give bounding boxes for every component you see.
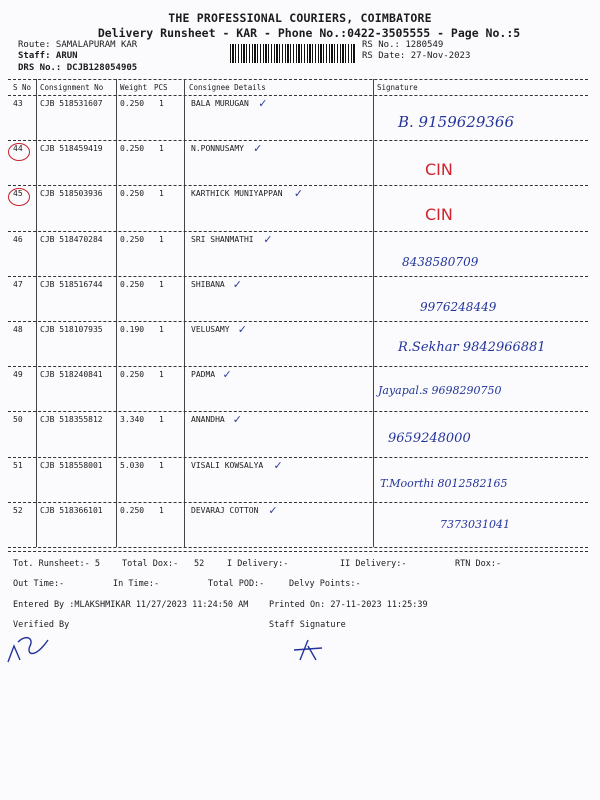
handwritten-signature: B. 9159629366 (398, 113, 514, 131)
row-consignment-no: CJB 518366101 (40, 505, 103, 515)
tick-mark-icon: ✓ (232, 413, 242, 427)
row-consignee-name: PADMA (191, 370, 216, 380)
row-consignee-name: BALA MURUGAN (191, 99, 249, 108)
col-divider (36, 79, 37, 547)
row-consignment-no: CJB 518355812 (40, 415, 103, 425)
handwritten-signature: 9976248449 (420, 299, 497, 314)
row-sno: 47 (13, 279, 23, 289)
staff-label: Staff: ARUN (18, 51, 78, 61)
row-sno: 49 (13, 370, 23, 380)
row-sno: 51 (13, 460, 23, 470)
cin-mark: CIN (425, 205, 453, 225)
row-sno: 50 (13, 415, 23, 425)
i-delivery: I Delivery:- (227, 559, 289, 569)
row-sno: 46 (13, 234, 23, 244)
row-pcs: 1 (159, 144, 164, 154)
row-consignee-name: N.PONNUSAMY (191, 144, 244, 154)
row-sno: 48 (13, 325, 23, 334)
in-time: In Time:- (113, 579, 160, 589)
row-pcs: 1 (159, 325, 164, 334)
drs-number: DRS No.: DCJB128054905 (18, 63, 138, 73)
row-weight: 3.340 (120, 415, 145, 425)
row-weight: 0.250 (120, 505, 145, 515)
row-consignee-name: VELUSAMY (191, 325, 230, 334)
row-sno: 45 (13, 189, 23, 199)
row-separator (8, 502, 588, 503)
printed-on: Printed On: 27-11-2023 11:25:39 (269, 600, 428, 610)
row-pcs: 1 (159, 460, 164, 470)
runsheet-subtitle: Delivery Runsheet - KAR - Phone No.:0422-3505555 - Page No.:5 (97, 26, 521, 40)
row-consignee-name: DEVARAJ COTTON (191, 505, 259, 515)
row-consignee-name: SRI SHANMATHI (191, 234, 254, 244)
tick-mark-icon: ✓ (232, 277, 242, 291)
tick-mark-icon: ✓ (237, 323, 248, 336)
row-consignment-no: CJB 518516744 (40, 279, 103, 289)
row-sno: 43 (13, 99, 23, 108)
staff-signature-mark (290, 636, 326, 662)
tick-mark-icon: ✓ (258, 97, 268, 110)
verified-by: Verified By (13, 620, 70, 630)
row-sno: 44 (13, 144, 23, 154)
total-pod: Total POD:- (208, 579, 265, 589)
tick-mark-icon: ✓ (293, 187, 304, 201)
tick-mark-icon: ✓ (273, 458, 283, 472)
handwritten-signature: 7373031041 (440, 517, 510, 531)
col-divider (184, 79, 185, 547)
col-header-pcs: PCS (154, 83, 168, 92)
company-title: THE PROFESSIONAL COURIERS, COIMBATORE (168, 11, 432, 25)
row-consignee-name: KARTHICK MUNIYAPPAN (191, 189, 283, 199)
total-dox-label: Total Dox:- (122, 559, 179, 569)
row-separator (8, 411, 588, 412)
row-separator (8, 140, 588, 141)
row-separator (8, 547, 588, 548)
tick-mark-icon: ✓ (268, 503, 278, 517)
table-header-line (8, 95, 588, 96)
col-header-weight: Weight (120, 83, 148, 92)
rtn-dox: RTN Dox:- (455, 559, 502, 569)
red-circle-mark (8, 188, 30, 206)
row-consignee-name: VISALI KOWSALYA (191, 460, 264, 470)
row-separator (8, 231, 588, 232)
delvy-points: Delvy Points:- (289, 579, 361, 589)
rs-date: RS Date: 27-Nov-2023 (362, 51, 471, 61)
row-pcs: 1 (159, 234, 164, 244)
row-consignment-no: CJB 518531607 (40, 99, 103, 108)
row-pcs: 1 (159, 99, 164, 108)
table-top-line (8, 79, 588, 80)
route-label: Route: SAMALAPURAM KAR (18, 40, 138, 50)
row-weight: 0.250 (120, 234, 145, 244)
row-consignee-name: SHIBANA (191, 279, 225, 289)
row-weight: 0.250 (120, 279, 145, 289)
row-consignment-no: CJB 518107935 (40, 325, 103, 334)
col-header-consignee: Consignee Details (189, 83, 266, 92)
col-divider (116, 79, 117, 547)
ii-delivery: II Delivery:- (340, 559, 407, 569)
barcode-image (230, 44, 356, 63)
row-separator (8, 185, 588, 186)
col-header-sno: S No (13, 83, 32, 92)
row-weight: 0.250 (120, 370, 145, 380)
col-header-signature: Signature (377, 83, 418, 92)
row-consignment-no: CJB 518240841 (40, 370, 103, 380)
rs-number: RS No.: 1280549 (362, 40, 444, 50)
tick-mark-icon: ✓ (253, 142, 263, 156)
row-separator (8, 366, 588, 367)
row-weight: 0.190 (120, 325, 145, 334)
row-separator (8, 276, 588, 277)
handwritten-signature: T.Moorthi 8012582165 (380, 476, 508, 490)
row-pcs: 1 (159, 279, 164, 289)
entered-by: Entered By :MLAKSHMIKAR 11/27/2023 11:24:50 AM (13, 600, 249, 610)
col-header-consignment: Consignment No (40, 83, 104, 92)
row-weight: 0.250 (120, 99, 145, 108)
handwritten-signature: Jayapal.s 9698290750 (378, 384, 502, 398)
row-weight: 0.250 (120, 189, 145, 199)
cin-mark: CIN (425, 160, 453, 180)
row-weight: 0.250 (120, 144, 145, 154)
row-consignment-no: CJB 518503936 (40, 189, 103, 199)
totals-top-line (8, 551, 588, 552)
row-separator (8, 321, 588, 322)
row-consignment-no: CJB 518459419 (40, 144, 103, 154)
row-pcs: 1 (159, 415, 164, 425)
row-pcs: 1 (159, 189, 164, 199)
row-separator (8, 457, 588, 458)
handwritten-signature: 8438580709 (402, 254, 479, 269)
tick-mark-icon: ✓ (222, 368, 232, 382)
tick-mark-icon: ✓ (263, 232, 273, 246)
row-pcs: 1 (159, 370, 164, 380)
staff-signature-label: Staff Signature (269, 620, 346, 630)
red-circle-mark (8, 143, 30, 161)
row-consignee-name: ANANDHA (191, 415, 225, 425)
total-dox-value: 52 (194, 559, 205, 569)
row-weight: 5.030 (120, 460, 145, 470)
tot-runsheet: Tot. Runsheet:- 5 (13, 559, 100, 569)
row-consignment-no: CJB 518558001 (40, 460, 103, 470)
row-pcs: 1 (159, 505, 164, 515)
verified-signature-mark (4, 632, 54, 666)
handwritten-signature: R.Sekhar 9842966881 (398, 340, 546, 355)
row-consignment-no: CJB 518470284 (40, 234, 103, 244)
row-sno: 52 (13, 505, 23, 515)
handwritten-signature: 9659248000 (388, 431, 471, 447)
col-divider (373, 79, 374, 547)
out-time: Out Time:- (13, 579, 65, 589)
